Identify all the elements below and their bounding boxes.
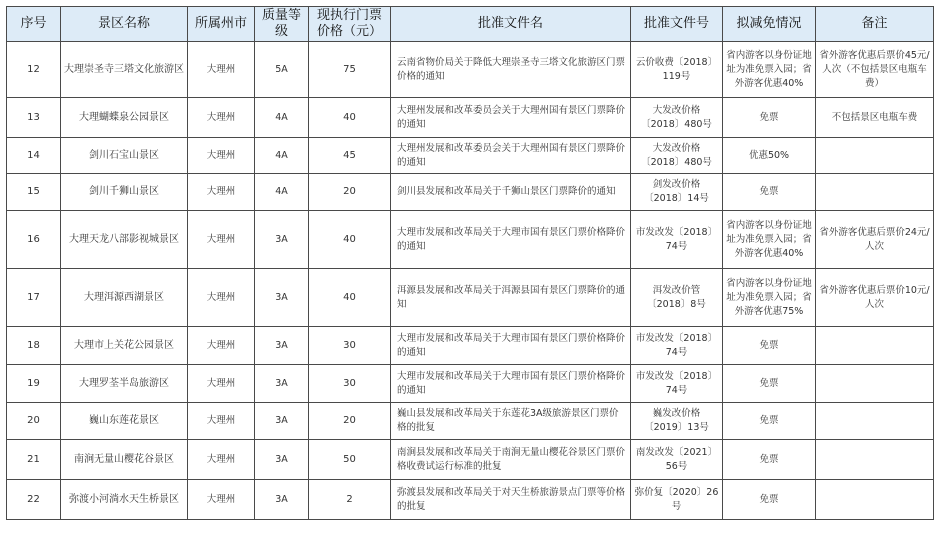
cell-name: 大理罗荃半岛旅游区 [61,365,188,403]
table-row [7,365,934,403]
cell-city: 大理州 [188,327,255,365]
header-row [7,7,934,42]
cell-price: 40 [309,269,391,327]
cell-docno: 大发改价格〔2018〕480号 [631,98,723,138]
table-row [7,327,934,365]
cell-price: 75 [309,42,391,98]
cell-doc: 大理市发展和改革局关于大理市国有景区门票价格降价的通知 [391,365,631,403]
cell-city: 大理州 [188,403,255,440]
scenic-price-table [6,6,934,520]
cell-doc: 大理市发展和改革局关于大理市国有景区门票价格降价的通知 [391,327,631,365]
header-no: 序号 [7,7,61,42]
cell-name: 大理洱源西湖景区 [61,269,188,327]
cell-relief: 免票 [723,365,816,403]
cell-level: 3A [255,327,309,365]
cell-note: 省外游客优惠后票价45元/人次（不包括景区电瓶车费） [816,42,934,98]
cell-price: 2 [309,480,391,520]
cell-no: 15 [7,174,61,211]
cell-note [816,440,934,480]
cell-note: 省外游客优惠后票价10元/人次 [816,269,934,327]
cell-no: 21 [7,440,61,480]
cell-docno: 巍发改价格〔2019〕13号 [631,403,723,440]
cell-docno: 剑发改价格〔2018〕14号 [631,174,723,211]
cell-level: 3A [255,403,309,440]
cell-note: 省外游客优惠后票价24元/人次 [816,211,934,269]
cell-doc: 大理州发展和改革委员会关于大理州国有景区门票降价的通知 [391,138,631,174]
header-doc: 批准文件名 [391,7,631,42]
cell-docno: 南发改发〔2021〕56号 [631,440,723,480]
table-row [7,440,934,480]
cell-level: 4A [255,98,309,138]
cell-doc: 大理州发展和改革委员会关于大理州国有景区门票降价的通知 [391,98,631,138]
cell-name: 剑川石宝山景区 [61,138,188,174]
table-row [7,138,934,174]
cell-no: 17 [7,269,61,327]
cell-no: 13 [7,98,61,138]
cell-relief: 免票 [723,403,816,440]
cell-city: 大理州 [188,42,255,98]
cell-city: 大理州 [188,138,255,174]
cell-name: 大理崇圣寺三塔文化旅游区 [61,42,188,98]
cell-name: 剑川千狮山景区 [61,174,188,211]
cell-note [816,138,934,174]
cell-relief: 免票 [723,480,816,520]
cell-no: 22 [7,480,61,520]
header-note: 备注 [816,7,934,42]
table-row [7,211,934,269]
cell-price: 30 [309,365,391,403]
header-docno: 批准文件号 [631,7,723,42]
cell-level: 3A [255,480,309,520]
cell-price: 40 [309,98,391,138]
cell-doc: 剑川县发展和改革局关于千狮山景区门票降价的通知 [391,174,631,211]
cell-doc: 大理市发展和改革局关于大理市国有景区门票价格降价的通知 [391,211,631,269]
cell-doc: 云南省物价局关于降低大理崇圣寺三塔文化旅游区门票价格的通知 [391,42,631,98]
cell-relief: 省内游客以身份证地址为准免票入园；省外游客优惠75% [723,269,816,327]
cell-name: 弥渡小河淌水天生桥景区 [61,480,188,520]
table-row [7,98,934,138]
cell-doc: 弥渡县发展和改革局关于对天生桥旅游景点门票等价格的批复 [391,480,631,520]
cell-price: 20 [309,403,391,440]
cell-relief: 省内游客以身份证地址为准免票入园；省外游客优惠40% [723,42,816,98]
header-level: 质量等级 [255,7,309,42]
cell-level: 3A [255,440,309,480]
cell-no: 19 [7,365,61,403]
cell-price: 20 [309,174,391,211]
cell-note: 不包括景区电瓶车费 [816,98,934,138]
cell-relief: 免票 [723,98,816,138]
cell-no: 18 [7,327,61,365]
cell-no: 14 [7,138,61,174]
cell-city: 大理州 [188,174,255,211]
cell-docno: 市发改发〔2018〕74号 [631,327,723,365]
cell-no: 16 [7,211,61,269]
cell-doc: 南涧县发展和改革局关于南涧无量山樱花谷景区门票价格收费试运行标准的批复 [391,440,631,480]
cell-city: 大理州 [188,269,255,327]
cell-relief: 优惠50% [723,138,816,174]
cell-level: 4A [255,138,309,174]
cell-no: 12 [7,42,61,98]
cell-price: 40 [309,211,391,269]
cell-price: 30 [309,327,391,365]
cell-docno: 市发改发〔2018〕74号 [631,211,723,269]
cell-relief: 免票 [723,174,816,211]
table-row [7,269,934,327]
cell-level: 4A [255,174,309,211]
cell-doc: 巍山县发展和改革局关于东莲花3A级旅游景区门票价格的批复 [391,403,631,440]
cell-note [816,365,934,403]
cell-city: 大理州 [188,480,255,520]
table-row [7,480,934,520]
cell-relief: 免票 [723,440,816,480]
cell-price: 45 [309,138,391,174]
cell-name: 大理蝴蝶泉公园景区 [61,98,188,138]
cell-no: 20 [7,403,61,440]
table-row [7,42,934,98]
header-price: 现执行门票价格（元） [309,7,391,42]
cell-doc: 洱源县发展和改革局关于洱源县国有景区门票降价的通知 [391,269,631,327]
table-row [7,403,934,440]
cell-note [816,403,934,440]
table-row [7,174,934,211]
cell-note [816,327,934,365]
cell-level: 5A [255,42,309,98]
cell-name: 巍山东莲花景区 [61,403,188,440]
cell-city: 大理州 [188,211,255,269]
cell-docno: 弥价复〔2020〕26号 [631,480,723,520]
cell-price: 50 [309,440,391,480]
header-relief: 拟减免情况 [723,7,816,42]
cell-city: 大理州 [188,440,255,480]
cell-note [816,174,934,211]
cell-name: 大理天龙八部影视城景区 [61,211,188,269]
cell-name: 大理市上关花公园景区 [61,327,188,365]
cell-level: 3A [255,269,309,327]
header-name: 景区名称 [61,7,188,42]
header-city: 所属州市 [188,7,255,42]
cell-docno: 大发改价格〔2018〕480号 [631,138,723,174]
cell-docno: 云价收费〔2018〕119号 [631,42,723,98]
cell-relief: 省内游客以身份证地址为准免票入园；省外游客优惠40% [723,211,816,269]
cell-docno: 市发改发〔2018〕74号 [631,365,723,403]
cell-city: 大理州 [188,365,255,403]
cell-note [816,480,934,520]
cell-name: 南涧无量山樱花谷景区 [61,440,188,480]
cell-level: 3A [255,211,309,269]
cell-relief: 免票 [723,327,816,365]
cell-city: 大理州 [188,98,255,138]
cell-level: 3A [255,365,309,403]
cell-docno: 洱发改价管〔2018〕8号 [631,269,723,327]
